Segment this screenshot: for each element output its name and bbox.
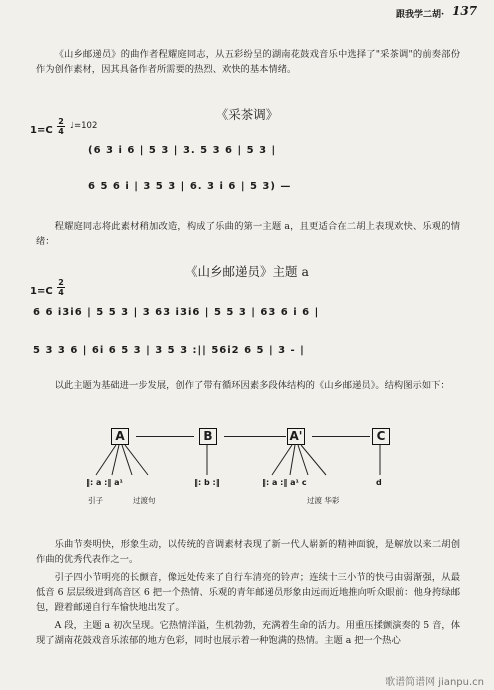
label-intro: 引子 — [88, 496, 103, 505]
section-box-b: B — [199, 428, 217, 445]
paragraph-section-a: A 段，主题 a 初次呈现。它热情洋溢，生机勃勃，充满着生命的活力。用重压揉颤演奏的 5 音，体现了湖南花鼓戏音乐浓郁的地方色彩，同时也展示着一种饱满的热情。主题 a 把一个热心 — [36, 620, 460, 646]
arrow-line — [298, 445, 308, 475]
score2-time-bottom: 4 — [58, 288, 64, 297]
score2-key: 1=C — [30, 286, 53, 297]
paragraph-summary: 乐曲节奏明快，形象生动，以传统的音调素材表现了新一代人崭新的精神面貌，是解放以来二胡创作曲的优秀代表作之一。 — [36, 539, 460, 565]
section-box-a: A — [111, 428, 129, 445]
arrow-line — [272, 445, 292, 475]
score1-time-top: 2 — [58, 117, 64, 126]
arrow-line — [301, 445, 326, 475]
arrow-line — [290, 445, 295, 475]
arrow-line — [122, 445, 132, 475]
paragraph-structure: 以此主题为基础进一步发展，创作了带有循环因素多段体结构的《山乡邮递员》。结构图示如下： — [54, 380, 450, 391]
paragraph-theme-a: 程耀庭同志将此素材稍加改造，构成了乐曲的第一主题 a，且更适合在二胡上表现欢快、乐观的情绪： — [36, 221, 460, 247]
score1-title: 《采茶调》 — [215, 107, 279, 122]
watermark: 歌谱简谱网 jianpu.cn — [385, 677, 484, 688]
paragraph-intro-analysis: 引子四小节明亮的长颤音，像远处传来了自行车清亮的铃声；连续十三小节的快弓由弱渐强，从最低音 6 层层级进到高音区 6 把一个热情、乐观的青年邮递员形象由远而近地推向听众眼前：他身挎绿邮包，蹬着邮递自行车愉快地出发了。 — [36, 572, 460, 613]
sequence-a: ‖: a :‖ a¹ — [86, 478, 124, 487]
score1-line2: 6 5 6 i | 3 5 3 | 6. 3 i 6 | 5 3) — — [88, 181, 292, 192]
page-number: 137 — [452, 4, 478, 18]
intro-paragraph: 《山乡邮递员》的曲作者程耀庭同志，从五彩纷呈的湖南花鼓戏音乐中选择了"采茶调"的前奏部份作为创作素材，因其具备作者所需要的热烈、欢快的基本情绪。 — [36, 49, 460, 75]
label-transition-1: 过渡句 — [133, 496, 156, 505]
score2-title: 《山乡邮递员》主题 a — [185, 264, 309, 279]
score1-key: 1=C — [30, 125, 53, 136]
running-header: 跟我学二胡· — [396, 10, 445, 20]
sequence-b: ‖: b :‖ — [194, 478, 220, 487]
score2-line2: 5 3 3 6 | 6i 6 5 3 | 3 5 3 :|| 56i2 6 5 | 3 - | — [33, 345, 305, 356]
score1-time-bottom: 4 — [58, 127, 64, 136]
label-transition-2: 过渡 华彩 — [307, 496, 340, 505]
score1-tempo: ♩=102 — [70, 121, 98, 131]
score1-line1: (6 3 i 6 | 5 3 | 3. 5 3 6 | 5 3 | — [88, 145, 277, 156]
score2-line1: 6 6 i3i6 | 5 5 3 | 3 63 i3i6 | 5 5 3 | 63 6 i 6 | — [33, 307, 320, 318]
sequence-a-prime: ‖: a :‖ a¹ c — [262, 478, 307, 487]
score2-time-top: 2 — [58, 278, 64, 287]
section-box-c: C — [372, 428, 390, 445]
sequence-c: d — [376, 478, 382, 487]
section-box-a-prime: A' — [287, 428, 305, 445]
arrow-line — [125, 445, 148, 475]
